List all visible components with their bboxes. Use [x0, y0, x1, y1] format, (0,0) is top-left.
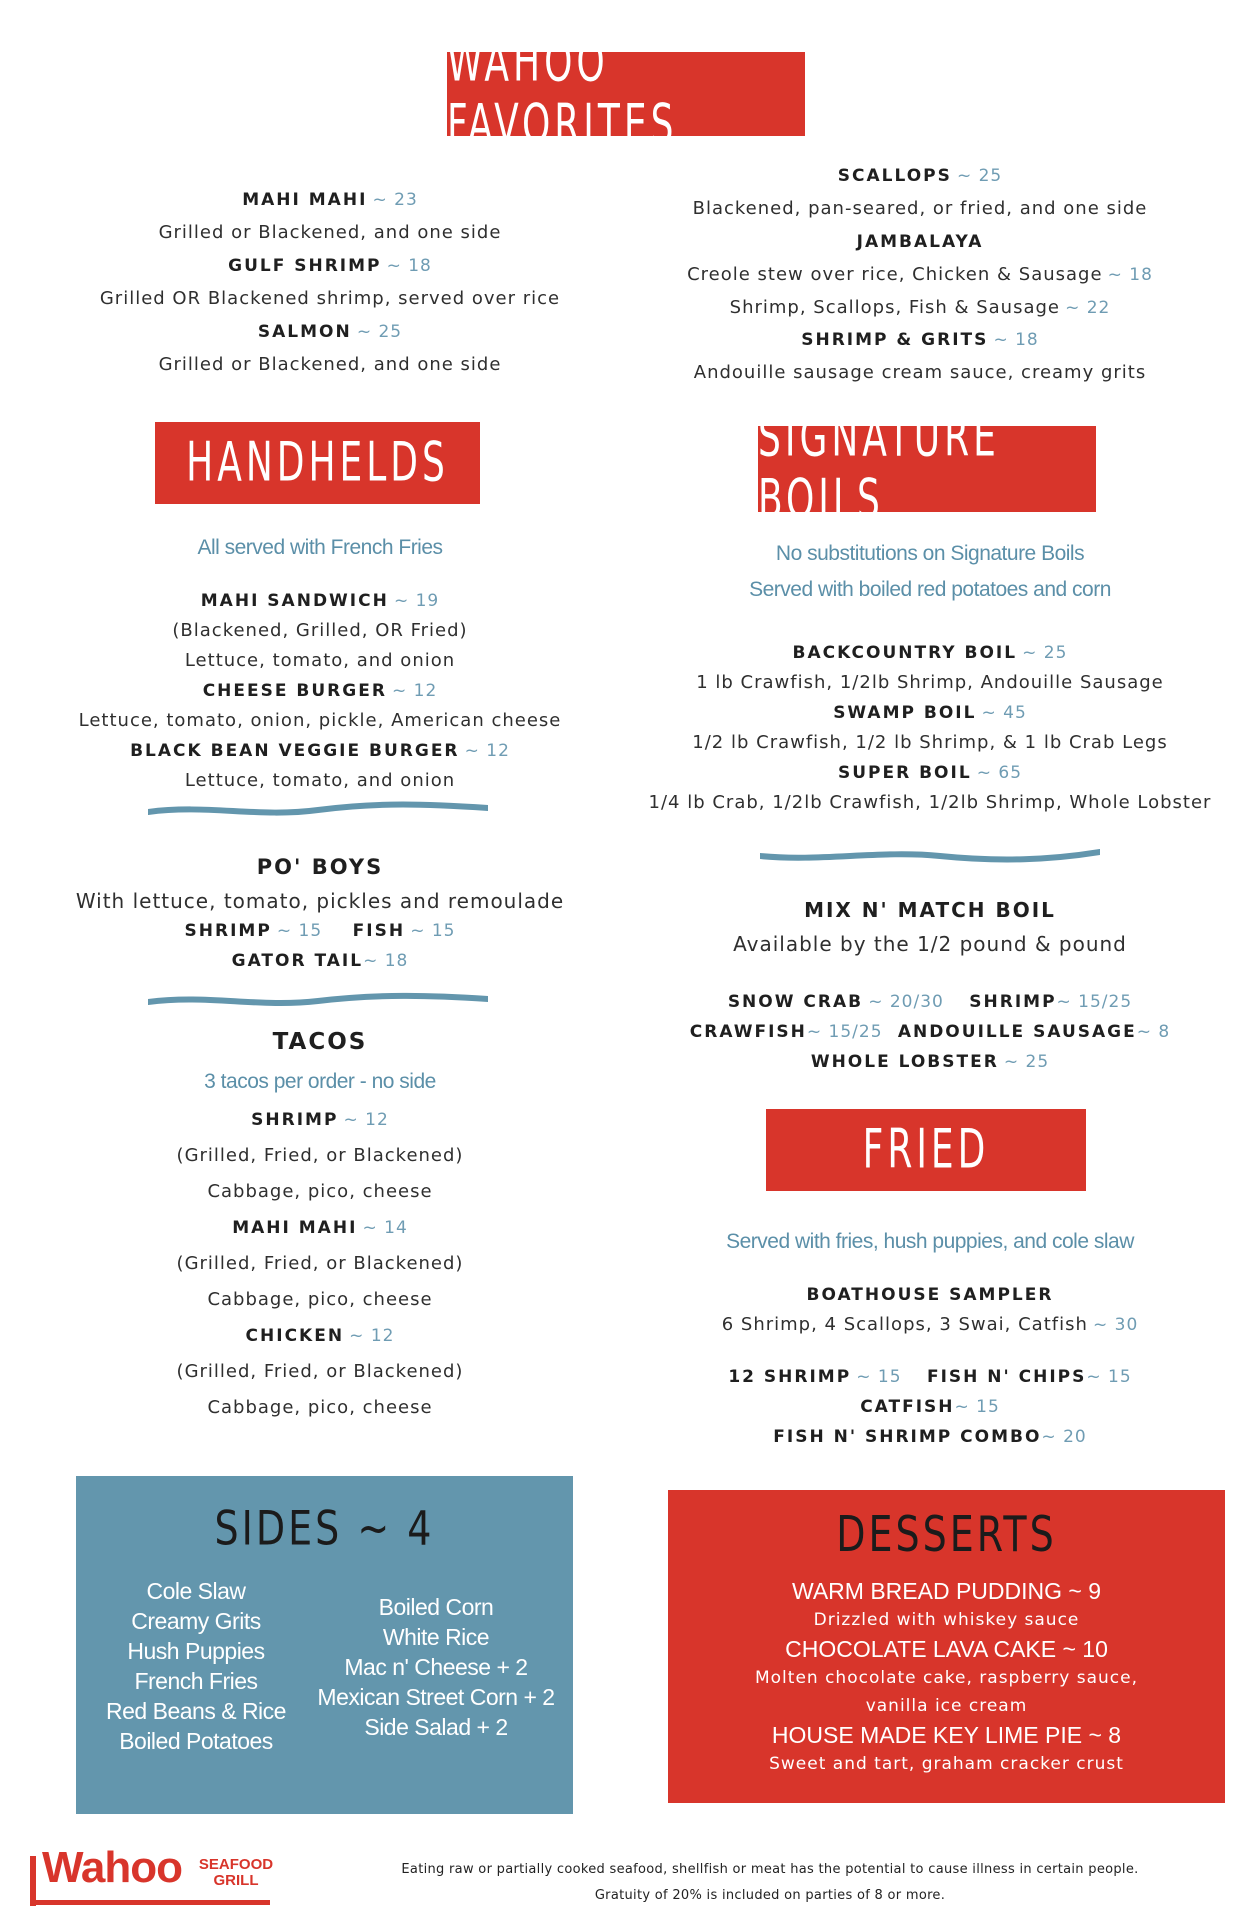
- mix-snow-name: SNOW CRAB: [727, 992, 864, 1012]
- scallops-price: ~ 25: [956, 166, 1003, 186]
- boils-note-1: No substitutions on Signature Boils: [775, 542, 1085, 565]
- desserts-list: [668, 1576, 1225, 1778]
- sampler-price: ~ 30: [1093, 1315, 1139, 1335]
- item-name: GULF SHRIMP: [228, 256, 382, 276]
- grits-name: SHRIMP & GRITS: [801, 330, 989, 350]
- item-name: SWAMP BOIL: [833, 703, 977, 723]
- wave-divider: [760, 846, 1100, 866]
- sides-left-list: [86, 1576, 306, 1756]
- boils-title: SIGNATURE BOILS: [758, 406, 1000, 532]
- item-price: ~ 19: [393, 591, 440, 611]
- scallops-name: SCALLOPS: [837, 166, 952, 186]
- item-desc: Lettuce, tomato, and onion: [184, 770, 456, 791]
- mix-lobster-name: WHOLE LOBSTER: [810, 1052, 999, 1072]
- mix-lobster-price: ~ 25: [1003, 1052, 1050, 1072]
- mix-crawfish-name: CRAWFISH: [689, 1022, 807, 1042]
- favorites-banner: [447, 31, 805, 157]
- item-name: MAHI MAHI: [242, 190, 368, 210]
- item-desc: Grilled or Blackened, and one side: [158, 354, 502, 375]
- wave-divider: [148, 992, 488, 1012]
- fried-12shrimp-name: 12 SHRIMP: [728, 1367, 852, 1387]
- fried-section: [640, 1224, 1220, 1452]
- wave-divider: [148, 800, 488, 820]
- side-item: Mac n' Cheese + 2: [344, 1654, 528, 1680]
- grits-price: ~ 18: [993, 330, 1039, 350]
- poboy-shrimp-price: ~ 15: [276, 921, 323, 941]
- logo-wordmark: Wahoo: [42, 1843, 182, 1892]
- fried-note: Served with fries, hush puppies, and cole slaw: [726, 1230, 1134, 1253]
- item-desc: (Grilled, Fried, or Blackened): [176, 1253, 464, 1274]
- fried-banner: [766, 1109, 1086, 1191]
- desserts-box: [668, 1490, 1225, 1803]
- tacos-section: [40, 1024, 600, 1426]
- handhelds-title: HANDHELDS: [186, 431, 449, 495]
- dessert-name: CHOCOLATE LAVA CAKE ~ 10: [785, 1636, 1108, 1662]
- item-price: ~ 65: [976, 763, 1023, 783]
- grits-desc: Andouille sausage cream sauce, creamy grits: [693, 362, 1147, 383]
- dessert-name: WARM BREAD PUDDING ~ 9: [791, 1578, 1102, 1604]
- item-desc: 1/4 lb Crab, 1/2lb Crawfish, 1/2lb Shrimp, Whole Lobster: [648, 792, 1212, 813]
- item-price: ~ 25: [1022, 643, 1068, 663]
- favorites-left: [60, 184, 600, 382]
- side-item: Cole Slaw: [146, 1578, 246, 1604]
- dessert-desc: vanilla ice cream: [865, 1696, 1028, 1716]
- logo-sub-seafood: SEAFOOD: [198, 1856, 274, 1873]
- item-price: ~ 14: [362, 1218, 408, 1238]
- item-desc: Lettuce, tomato, and onion: [184, 650, 456, 671]
- boils-note-2: Served with boiled red potatoes and corn: [749, 578, 1111, 601]
- jambalaya-opt2-price: ~ 22: [1065, 298, 1111, 318]
- item-desc: Lettuce, tomato, onion, pickle, American cheese: [78, 710, 562, 731]
- side-item: Boiled Corn: [378, 1594, 494, 1620]
- item-desc: (Grilled, Fried, or Blackened): [176, 1145, 464, 1166]
- item-price: ~ 23: [372, 190, 418, 210]
- item-price: ~ 25: [356, 322, 403, 342]
- sampler-desc: 6 Shrimp, 4 Scallops, 3 Swai, Catfish: [721, 1314, 1088, 1335]
- item-price: ~ 12: [392, 681, 438, 701]
- dessert-name: HOUSE MADE KEY LIME PIE ~ 8: [771, 1722, 1122, 1748]
- fried-combo-price: ~ 20: [1041, 1427, 1087, 1447]
- dessert-desc: Drizzled with whiskey sauce: [813, 1610, 1080, 1630]
- side-item: Boiled Potatoes: [119, 1728, 273, 1754]
- item-name: SALMON: [257, 322, 352, 342]
- item-desc: 1 lb Crawfish, 1/2lb Shrimp, Andouille Sausage: [696, 672, 1164, 693]
- dessert-desc: Molten chocolate cake, raspberry sauce,: [754, 1668, 1138, 1688]
- item-name: BLACK BEAN VEGGIE BURGER: [130, 741, 460, 761]
- boils-section: [640, 536, 1220, 818]
- logo-bar-vertical: [30, 1856, 36, 1906]
- jambalaya-opt1: Creole stew over rice, Chicken & Sausage: [687, 264, 1103, 285]
- mix-crawfish-price: ~ 15/25: [806, 1022, 883, 1042]
- jambalaya-opt2: Shrimp, Scallops, Fish & Sausage: [729, 297, 1060, 318]
- item-name: CHICKEN: [245, 1326, 345, 1346]
- handhelds-section: [40, 530, 600, 796]
- mix-snow-price: ~ 20/30: [868, 992, 944, 1012]
- fried-fishchips-name: FISH N' CHIPS: [926, 1367, 1087, 1387]
- handhelds-note: All served with French Fries: [197, 536, 443, 559]
- item-name: SUPER BOIL: [837, 763, 972, 783]
- side-item: Red Beans & Rice: [106, 1698, 286, 1724]
- poboy-shrimp-name: SHRIMP: [184, 921, 272, 941]
- fried-fishchips-price: ~ 15: [1086, 1367, 1132, 1387]
- side-item: White Rice: [382, 1624, 490, 1650]
- sides-box: [76, 1476, 573, 1814]
- logo-bar-horizontal: [30, 1900, 270, 1905]
- item-name: BACKCOUNTRY BOIL: [792, 643, 1018, 663]
- item-name: CHEESE BURGER: [202, 681, 387, 701]
- fried-catfish-price: ~ 15: [954, 1397, 1000, 1417]
- item-desc: Grilled OR Blackened shrimp, served over rice: [99, 288, 561, 309]
- logo-subtitle: [196, 1857, 276, 1889]
- footer-gratuity: Gratuity of 20% is included on parties of 8 or more.: [594, 1888, 946, 1903]
- poboy-fish-price: ~ 15: [410, 921, 456, 941]
- item-desc: Cabbage, pico, cheese: [207, 1181, 433, 1202]
- side-item: French Fries: [134, 1668, 258, 1694]
- item-name: SHRIMP: [251, 1110, 339, 1130]
- item-price: ~ 12: [343, 1110, 389, 1130]
- item-name: MAHI MAHI: [232, 1218, 358, 1238]
- side-item: Side Salad + 2: [364, 1714, 508, 1740]
- item-name: MAHI SANDWICH: [200, 591, 389, 611]
- handhelds-banner: [155, 422, 480, 504]
- poboy-gator-name: GATOR TAIL: [231, 951, 364, 971]
- item-desc: (Blackened, Grilled, OR Fried): [172, 620, 468, 641]
- side-item: Mexican Street Corn + 2: [317, 1684, 555, 1710]
- tacos-title: TACOS: [272, 1029, 368, 1055]
- footer-disclaimer: Eating raw or partially cooked seafood, shellfish or meat has the potential to cause illness in certain people.: [401, 1862, 1139, 1877]
- item-desc: (Grilled, Fried, or Blackened): [176, 1361, 464, 1382]
- item-price: ~ 12: [349, 1326, 395, 1346]
- favorites-title: WAHOO FAVORITES: [447, 31, 678, 157]
- item-desc: Cabbage, pico, cheese: [207, 1289, 433, 1310]
- side-item: Creamy Grits: [131, 1608, 261, 1634]
- side-item: Hush Puppies: [127, 1638, 265, 1664]
- mix-sausage-price: ~ 8: [1136, 1022, 1171, 1042]
- sampler-name: BOATHOUSE SAMPLER: [806, 1285, 1054, 1305]
- fried-title: FRIED: [862, 1118, 990, 1182]
- item-price: ~ 12: [464, 741, 510, 761]
- sides-right-list: [306, 1592, 566, 1742]
- mix-sausage-name: ANDOUILLE SAUSAGE: [897, 1022, 1137, 1042]
- mix-desc: Available by the 1/2 pound & pound: [733, 932, 1127, 956]
- desserts-title: DESSERTS: [836, 1505, 1057, 1563]
- item-desc: 1/2 lb Crawfish, 1/2 lb Shrimp, & 1 lb Crab Legs: [692, 732, 1168, 753]
- poboy-gator-price: ~ 18: [363, 951, 409, 971]
- item-price: ~ 45: [981, 703, 1027, 723]
- item-desc: Grilled or Blackened, and one side: [158, 222, 502, 243]
- poboys-section: [40, 850, 600, 976]
- logo-sub-grill: GRILL: [213, 1872, 259, 1889]
- favorites-right: [640, 160, 1200, 390]
- poboy-fish-name: FISH: [352, 921, 406, 941]
- sides-title: SIDES ~ 4: [214, 1500, 435, 1556]
- mix-title: MIX N' MATCH BOIL: [804, 898, 1056, 922]
- poboys-desc: With lettuce, tomato, pickles and remoulade: [75, 889, 565, 913]
- tacos-note: 3 tacos per order - no side: [204, 1070, 436, 1093]
- fried-12shrimp-price: ~ 15: [856, 1367, 902, 1387]
- jambalaya-opt1-price: ~ 18: [1107, 265, 1153, 285]
- mix-shrimp-price: ~ 15/25: [1056, 992, 1133, 1012]
- poboys-title: PO' BOYS: [256, 855, 384, 879]
- fried-combo-name: FISH N' SHRIMP COMBO: [773, 1427, 1042, 1447]
- item-price: ~ 18: [386, 256, 432, 276]
- fried-catfish-name: CATFISH: [860, 1397, 955, 1417]
- scallops-desc: Blackened, pan-seared, or fried, and one side: [692, 198, 1148, 219]
- jambalaya-name: JAMBALAYA: [856, 232, 984, 252]
- boils-banner: [758, 406, 1096, 532]
- mix-section: [640, 893, 1220, 1077]
- dessert-desc: Sweet and tart, graham cracker crust: [769, 1754, 1124, 1774]
- mix-shrimp-name: SHRIMP: [969, 992, 1057, 1012]
- item-desc: Cabbage, pico, cheese: [207, 1397, 433, 1418]
